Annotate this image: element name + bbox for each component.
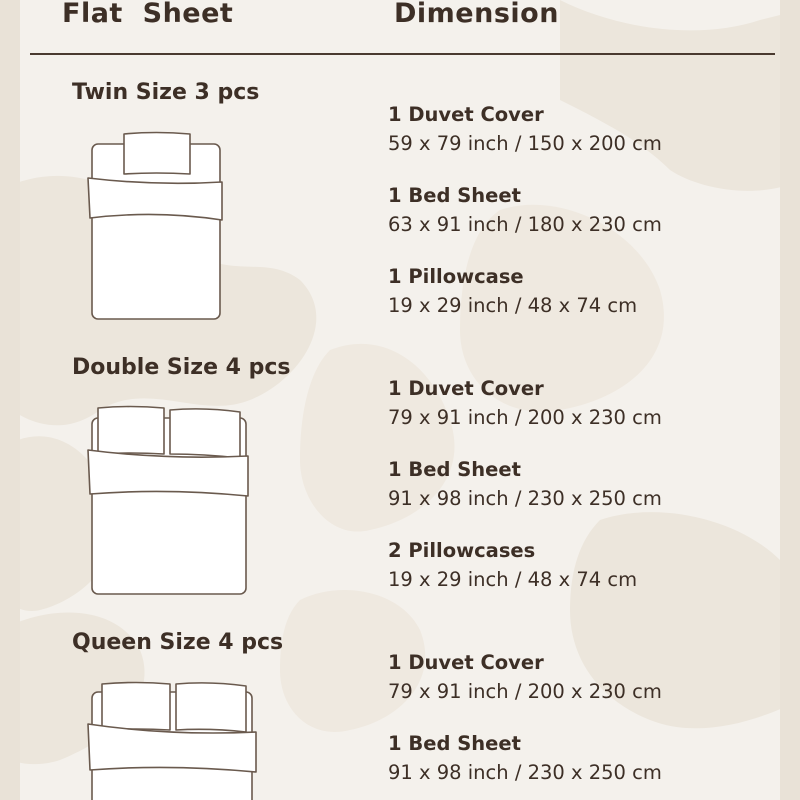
item-name: 1 Bed Sheet [388,458,521,481]
item-name: 1 Pillowcase [388,265,524,288]
size-title: Double Size 4 pcs [72,355,291,380]
item-dimension: 79 x 91 inch / 200 x 230 cm [388,406,662,429]
item-dimension: 91 x 98 inch / 230 x 250 cm [388,761,662,784]
spec-item [388,101,788,159]
spec-item [388,537,788,595]
item-name: 1 Bed Sheet [388,732,521,755]
size-title: Twin Size 3 pcs [72,80,260,105]
item-name: 1 Duvet Cover [388,651,544,674]
single-bed-icon [86,128,226,323]
item-dimension: 59 x 79 inch / 150 x 200 cm [388,132,662,155]
column-header-flat-sheet: Flat Sheet [62,0,234,29]
queen-bed-icon [86,680,258,800]
header-divider [30,53,775,55]
item-dimension: 19 x 29 inch / 48 x 74 cm [388,568,638,591]
item-name: 1 Duvet Cover [388,377,544,400]
spec-item [388,182,788,240]
spec-item [388,456,788,514]
item-dimension: 79 x 91 inch / 200 x 230 cm [388,680,662,703]
item-name: 2 Pillowcases [388,539,536,562]
size-title: Queen Size 4 pcs [72,630,284,655]
spec-item [388,375,788,433]
item-name: 1 Duvet Cover [388,103,544,126]
spec-item [388,649,788,707]
spec-item [388,263,788,321]
spec-item [388,730,788,788]
item-dimension: 19 x 29 inch / 48 x 74 cm [388,294,638,317]
item-dimension: 63 x 91 inch / 180 x 230 cm [388,213,662,236]
double-bed-icon [86,404,251,599]
column-header-dimension: Dimension [394,0,559,29]
item-name: 1 Bed Sheet [388,184,521,207]
item-dimension: 91 x 98 inch / 230 x 250 cm [388,487,662,510]
